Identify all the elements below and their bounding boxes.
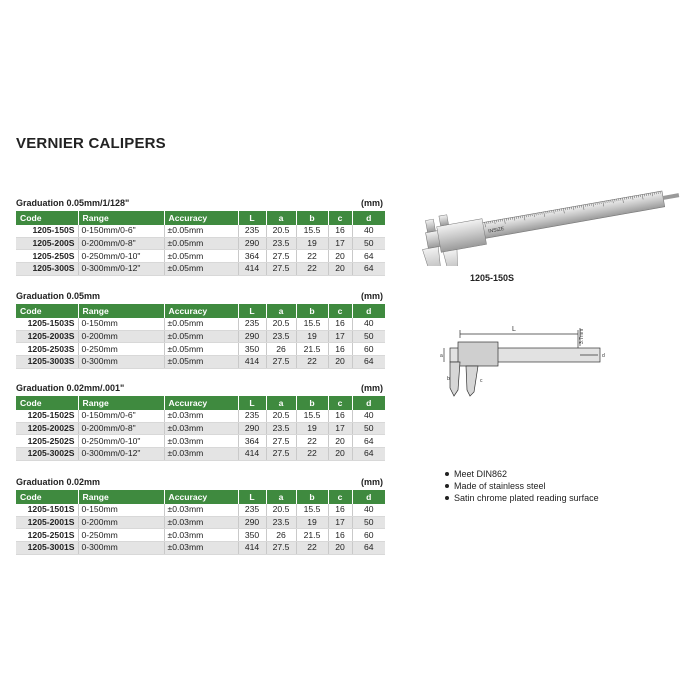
table-cell: 60 [352,529,385,542]
table-cell: 290 [238,330,266,343]
table-cell: 16 [328,504,352,516]
table-cell: ±0.03mm [164,448,238,461]
dim-label-3-7mm: 3.7mm [579,328,585,344]
table-cell: 40 [352,410,385,422]
table-cell: 16 [328,343,352,356]
dim-label-b: b [447,376,450,382]
table-cell: 50 [352,516,385,529]
column-header: L [238,304,266,318]
table-cell: ±0.05mm [164,318,238,330]
spec-group [16,290,385,369]
table-cell: ±0.03mm [164,504,238,516]
column-header: c [328,304,352,318]
table-cell: ±0.05mm [164,343,238,356]
unit-label: (mm) [361,383,383,393]
column-header: Code [16,211,78,225]
table-cell: 15.5 [296,410,328,422]
table-header-row [16,211,385,225]
table-cell: 364 [238,435,266,448]
table-row [16,529,385,542]
product-code: 1205-3001S [16,542,78,555]
table-cell: 27.5 [266,356,296,369]
column-header: L [238,396,266,410]
table-cell: 290 [238,516,266,529]
table-cell: 16 [328,410,352,422]
product-code: 1205-150S [16,225,78,237]
dimension-drawing [440,320,612,405]
spec-table [16,490,385,555]
unit-label: (mm) [361,477,383,487]
table-cell: 27.5 [266,250,296,263]
table-row [16,410,385,422]
column-header: c [328,211,352,225]
table-cell: ±0.05mm [164,263,238,276]
graduation-label: Graduation 0.02mm [16,477,101,487]
graduation-label: Graduation 0.05mm [16,291,101,301]
column-header: a [266,396,296,410]
column-header: b [296,211,328,225]
table-cell: 235 [238,410,266,422]
product-code: 1205-1502S [16,410,78,422]
table-cell: 0-250mm/0-10" [78,250,164,263]
table-header-row [16,396,385,410]
table-cell: 21.5 [296,343,328,356]
table-cell: 235 [238,504,266,516]
table-cell: 235 [238,318,266,330]
table-cell: 64 [352,435,385,448]
column-header: d [352,490,385,504]
table-cell: 16 [328,318,352,330]
table-cell: 0-200mm [78,516,164,529]
table-cell: 50 [352,237,385,250]
table-cell: 15.5 [296,318,328,330]
product-code: 1205-2003S [16,330,78,343]
table-row [16,330,385,343]
feature-item: Meet DIN862 [444,468,599,480]
table-cell: 16 [328,529,352,542]
product-code: 1205-3002S [16,448,78,461]
table-cell: 27.5 [266,263,296,276]
table-cell: 0-300mm [78,356,164,369]
table-cell: 20 [328,263,352,276]
table-cell: 0-150mm/0-6" [78,225,164,237]
product-code: 1205-300S [16,263,78,276]
spec-group [16,197,385,276]
dim-label-L: L [512,326,516,333]
product-code: 1205-250S [16,250,78,263]
table-cell: ±0.05mm [164,330,238,343]
table-cell: 27.5 [266,542,296,555]
table-cell: 40 [352,225,385,237]
table-cell: 290 [238,422,266,435]
table-cell: 22 [296,448,328,461]
column-header: Accuracy [164,396,238,410]
table-cell: ±0.05mm [164,237,238,250]
table-cell: 23.5 [266,516,296,529]
table-row [16,263,385,276]
table-cell: 27.5 [266,448,296,461]
group-header [16,476,385,490]
column-header: Accuracy [164,211,238,225]
column-header: Accuracy [164,490,238,504]
table-cell: 414 [238,448,266,461]
graduation-label: Graduation 0.05mm/1/128" [16,198,130,208]
table-row [16,448,385,461]
group-header [16,197,385,211]
table-cell: 235 [238,225,266,237]
table-row [16,516,385,529]
table-cell: 290 [238,237,266,250]
table-row [16,225,385,237]
table-cell: 0-250mm/0-10" [78,435,164,448]
table-cell: ±0.03mm [164,410,238,422]
product-code: 1205-200S [16,237,78,250]
column-header: a [266,490,296,504]
column-header: b [296,396,328,410]
table-cell: 60 [352,343,385,356]
table-cell: 26 [266,343,296,356]
table-cell: 19 [296,237,328,250]
table-cell: 350 [238,529,266,542]
table-row [16,343,385,356]
caliper-photo [405,178,695,266]
table-cell: 22 [296,356,328,369]
table-cell: 414 [238,263,266,276]
spec-table [16,396,385,461]
spec-group [16,382,385,461]
table-cell: 0-300mm/0-12" [78,448,164,461]
table-cell: 21.5 [296,529,328,542]
dim-label-c: c [480,378,483,384]
feature-item: Satin chrome plated reading surface [444,492,599,504]
table-cell: 414 [238,356,266,369]
column-header: Code [16,490,78,504]
table-row [16,237,385,250]
spec-group [16,476,385,555]
table-cell: 19 [296,330,328,343]
table-cell: 364 [238,250,266,263]
table-cell: 64 [352,542,385,555]
table-cell: 0-150mm [78,318,164,330]
unit-label: (mm) [361,291,383,301]
column-header: b [296,490,328,504]
column-header: a [266,304,296,318]
table-row [16,318,385,330]
table-cell: 20.5 [266,410,296,422]
product-code: 1205-1501S [16,504,78,516]
product-code: 1205-2502S [16,435,78,448]
column-header: c [328,396,352,410]
column-header: d [352,211,385,225]
table-cell: ±0.05mm [164,250,238,263]
group-header [16,382,385,396]
table-cell: 414 [238,542,266,555]
column-header: Range [78,211,164,225]
table-cell: 40 [352,504,385,516]
table-cell: 20.5 [266,225,296,237]
table-cell: 50 [352,330,385,343]
table-cell: 20 [328,250,352,263]
column-header: d [352,396,385,410]
table-cell: ±0.03mm [164,435,238,448]
spec-table [16,211,385,276]
table-cell: 0-250mm [78,343,164,356]
table-cell: 16 [328,225,352,237]
table-cell: 50 [352,422,385,435]
table-cell: ±0.03mm [164,542,238,555]
column-header: Code [16,396,78,410]
column-header: b [296,304,328,318]
product-code: 1205-1503S [16,318,78,330]
table-cell: 17 [328,516,352,529]
table-cell: 20 [328,356,352,369]
table-cell: 0-200mm/0-8" [78,237,164,250]
feature-item: Made of stainless steel [444,480,599,492]
column-header: Range [78,396,164,410]
group-header [16,290,385,304]
dim-label-a: a [440,353,443,359]
product-code: 1205-2001S [16,516,78,529]
column-header: Code [16,304,78,318]
table-cell: ±0.03mm [164,529,238,542]
table-cell: ±0.05mm [164,225,238,237]
table-cell: 20 [328,448,352,461]
table-cell: ±0.03mm [164,422,238,435]
table-cell: 20 [328,542,352,555]
table-row [16,435,385,448]
table-cell: 19 [296,422,328,435]
spec-table [16,304,385,369]
table-cell: 0-250mm [78,529,164,542]
table-header-row [16,490,385,504]
table-cell: 64 [352,448,385,461]
table-cell: 17 [328,422,352,435]
table-header-row [16,304,385,318]
graduation-label: Graduation 0.02mm/.001" [16,383,125,393]
table-cell: ±0.03mm [164,516,238,529]
dim-label-d: d [602,353,605,359]
table-cell: 15.5 [296,504,328,516]
table-cell: 0-300mm [78,542,164,555]
table-row [16,504,385,516]
table-cell: 20 [328,435,352,448]
table-cell: 64 [352,263,385,276]
table-cell: ±0.05mm [164,356,238,369]
table-cell: 22 [296,263,328,276]
product-code: 1205-2002S [16,422,78,435]
table-row [16,250,385,263]
product-code: 1205-2501S [16,529,78,542]
table-cell: 17 [328,330,352,343]
photo-caption: 1205-150S [470,273,515,283]
table-cell: 26 [266,529,296,542]
table-cell: 64 [352,250,385,263]
table-cell: 0-200mm [78,330,164,343]
column-header: d [352,304,385,318]
table-cell: 23.5 [266,237,296,250]
table-cell: 0-150mm/0-6" [78,410,164,422]
table-cell: 17 [328,237,352,250]
table-cell: 20.5 [266,504,296,516]
column-header: Accuracy [164,304,238,318]
column-header: a [266,211,296,225]
table-cell: 0-300mm/0-12" [78,263,164,276]
brand-logo: INSIZE [487,226,505,235]
column-header: L [238,490,266,504]
table-cell: 22 [296,435,328,448]
page-title: VERNIER CALIPERS [16,135,166,152]
table-row [16,542,385,555]
table-cell: 27.5 [266,435,296,448]
table-cell: 0-150mm [78,504,164,516]
column-header: L [238,211,266,225]
table-cell: 350 [238,343,266,356]
feature-list [444,468,599,504]
table-cell: 22 [296,250,328,263]
table-cell: 23.5 [266,330,296,343]
table-cell: 20.5 [266,318,296,330]
table-cell: 40 [352,318,385,330]
product-code: 1205-2503S [16,343,78,356]
table-row [16,356,385,369]
column-header: c [328,490,352,504]
column-header: Range [78,304,164,318]
table-cell: 15.5 [296,225,328,237]
product-code: 1205-3003S [16,356,78,369]
table-cell: 22 [296,542,328,555]
table-cell: 23.5 [266,422,296,435]
table-cell: 0-200mm/0-8" [78,422,164,435]
unit-label: (mm) [361,198,383,208]
table-row [16,422,385,435]
column-header: Range [78,490,164,504]
table-cell: 64 [352,356,385,369]
table-cell: 19 [296,516,328,529]
